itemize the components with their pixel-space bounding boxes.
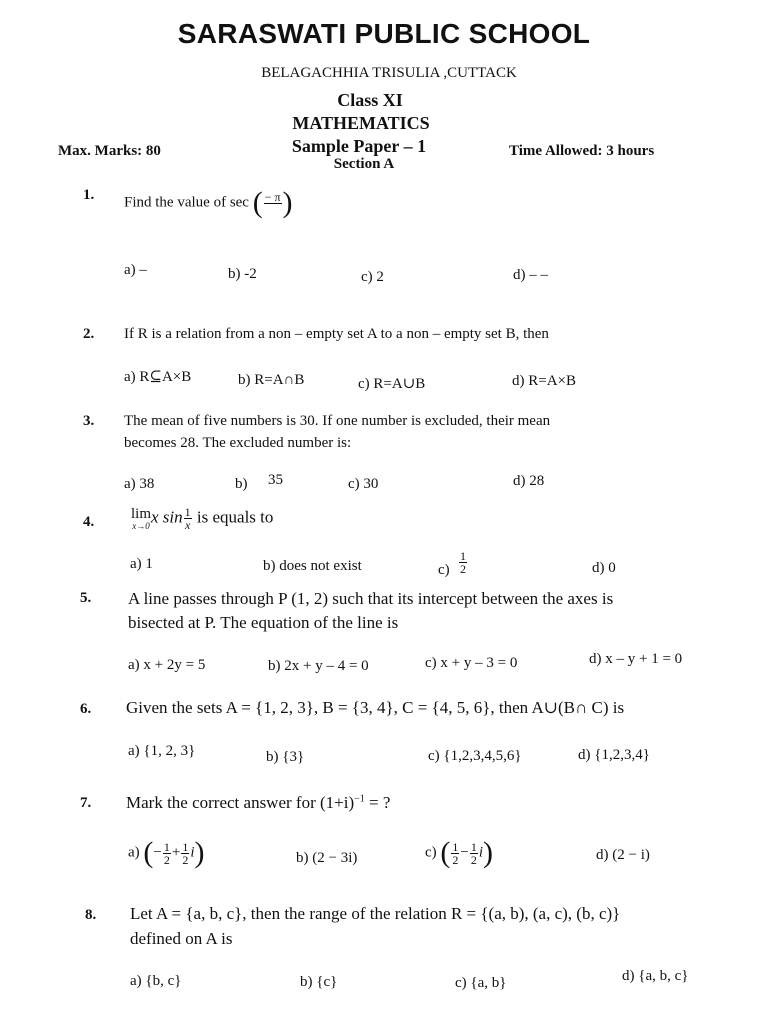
option-a-label: a) <box>128 844 140 861</box>
question-number: 3. <box>83 413 95 429</box>
option-c-label: c) <box>425 844 437 861</box>
class-title: Class XI <box>337 90 403 110</box>
option-d: d) {1,2,3,4} <box>578 747 650 763</box>
option-a: a) {b, c} <box>130 973 182 989</box>
option-b: b) (2 − 3i) <box>296 850 358 866</box>
option-b: b) R=A∩B <box>238 372 305 388</box>
fraction-numerator: 1 <box>470 839 477 854</box>
paper-title: Sample Paper – 1 <box>291 136 427 156</box>
x-sin: x sin <box>151 507 183 527</box>
open-paren: ( <box>143 836 154 869</box>
question-7-text <box>126 793 390 813</box>
fraction-denominator <box>264 204 282 216</box>
fraction-denominator: 2 <box>460 562 466 576</box>
option-c: c) 30 <box>348 476 379 492</box>
half-fraction <box>470 841 478 866</box>
question-7-tail: = ? <box>364 793 391 812</box>
question-number: 4. <box>83 514 95 530</box>
question-3-line-2: becomes 28. The excluded number is: <box>124 435 352 451</box>
option-b: b) -2 <box>228 266 257 282</box>
option-c: c) R=A∪B <box>358 376 426 392</box>
question-6-text: Given the sets A = {1, 2, 3}, B = {3, 4}, C = {4, 5, 6}, then A∪(B∩ C) is <box>126 698 625 717</box>
exponent: −1 <box>354 793 365 805</box>
fraction-numerator: 1 <box>182 839 189 854</box>
fraction-denominator: 2 <box>470 852 477 867</box>
option-d: d) R=A×B <box>512 373 577 389</box>
question-number: 8. <box>85 907 97 923</box>
question-1-fraction <box>264 191 282 216</box>
option-a: a) R⊆A×B <box>124 369 192 385</box>
fraction-denominator: x <box>184 518 191 532</box>
question-number: 1. <box>83 187 95 203</box>
question-5-line-1: A line passes through P (1, 2) such that its intercept between the axes is <box>128 589 614 608</box>
option-d: d) 28 <box>513 473 545 489</box>
option-d: d) (2 − i) <box>596 847 650 863</box>
option-b: b) does not exist <box>263 558 362 574</box>
option-d: d) – – <box>513 267 548 283</box>
option-a <box>128 838 205 868</box>
school-name: SARASWATI PUBLIC SCHOOL <box>177 18 591 49</box>
max-marks: Max. Marks: 80 <box>58 143 161 159</box>
school-address: BELAGACHHIA TRISULIA ,CUTTACK <box>261 65 517 81</box>
option-d: d) {a, b, c} <box>622 968 689 984</box>
question-1-text: Find the value of sec <box>124 194 249 211</box>
question-7-stem: Mark the correct answer for (1+i) <box>126 793 355 812</box>
close-paren: ) <box>194 836 205 869</box>
lim-subscript: x→0 <box>132 520 150 531</box>
subject-title: MATHEMATICS <box>292 113 430 133</box>
question-3-line-1: The mean of five numbers is 30. If one number is excluded, their mean <box>124 413 551 429</box>
half-fraction <box>163 841 171 866</box>
minus-sign: − <box>460 844 469 861</box>
lim-label: lim <box>131 505 152 522</box>
option-c: c) {1,2,3,4,5,6} <box>428 748 522 764</box>
question-number: 5. <box>80 590 92 606</box>
question-text <box>124 188 293 218</box>
fraction-denominator: 2 <box>452 852 459 867</box>
fraction-numerator: − π <box>264 189 281 204</box>
option-c <box>425 838 493 868</box>
option-c: c) {a, b} <box>455 975 507 991</box>
option-b: b) {c} <box>300 974 338 990</box>
fraction-numerator: 1 <box>460 549 466 563</box>
question-number: 2. <box>83 326 95 342</box>
half-fraction <box>451 841 459 866</box>
fraction-denominator: 2 <box>163 852 170 867</box>
time-allowed: Time Allowed: 3 hours <box>509 143 655 159</box>
option-a: a) – <box>124 262 147 278</box>
fraction-numerator: 1 <box>184 505 191 519</box>
close-paren: ) <box>282 186 293 219</box>
option-c-fraction <box>458 550 468 575</box>
section-title: Section A <box>333 156 395 172</box>
option-d: d) x – y + 1 = 0 <box>589 651 683 667</box>
minus-sign: − <box>153 844 162 861</box>
question-5-line-2: bisected at P. The equation of the line is <box>128 613 399 632</box>
option-d: d) 0 <box>592 560 616 576</box>
question-8-line-2: defined on A is <box>130 929 233 948</box>
question-4-text <box>131 506 273 531</box>
half-fraction <box>181 841 189 866</box>
question-2-text: If R is a relation from a non – empty set A to a non – empty set B, then <box>124 326 549 342</box>
imaginary-unit: i <box>478 844 484 861</box>
option-a: a) 1 <box>130 556 153 572</box>
option-a: a) {1, 2, 3} <box>128 743 196 759</box>
close-paren: ) <box>483 836 494 869</box>
fraction-numerator: 1 <box>163 839 170 854</box>
option-c: c) x + y – 3 = 0 <box>425 655 518 671</box>
option-a: a) x + 2y = 5 <box>128 657 206 673</box>
one-over-x <box>184 506 192 531</box>
fraction-denominator: 2 <box>182 852 189 867</box>
option-b: b) 2x + y – 4 = 0 <box>268 658 369 674</box>
plus-sign: + <box>171 844 181 861</box>
question-number: 6. <box>80 701 92 717</box>
option-b: b) <box>235 476 248 492</box>
question-4-tail: is equals to <box>196 507 274 527</box>
option-c: c) <box>438 562 450 578</box>
question-8-line-1: Let A = {a, b, c}, then the range of the relation R = {(a, b), (a, c), (b, c)} <box>130 904 621 923</box>
open-paren: ( <box>252 186 263 219</box>
fraction-numerator: 1 <box>452 839 459 854</box>
option-c: c) 2 <box>361 269 384 285</box>
question-number: 7. <box>80 795 92 811</box>
option-b: b) {3} <box>266 749 305 765</box>
limit-operator <box>131 507 151 531</box>
imaginary-unit: i <box>190 844 195 861</box>
option-a: a) 38 <box>124 476 155 492</box>
option-b-value: 35 <box>268 472 283 488</box>
open-paren: ( <box>440 836 451 869</box>
